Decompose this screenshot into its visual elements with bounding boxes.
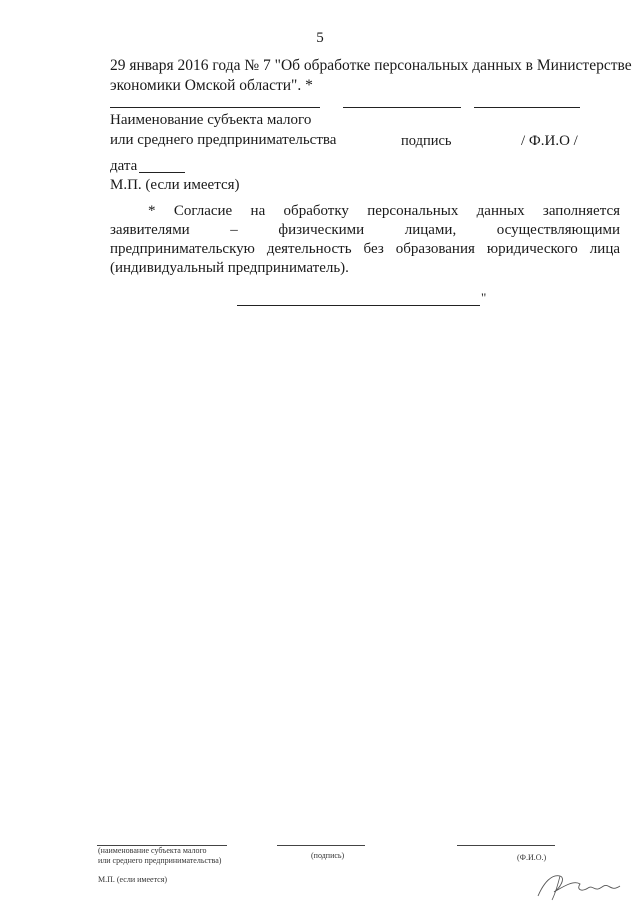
footer-stamp-label: М.П. (если имеется) [98,875,168,884]
closing-line [237,305,480,306]
closing-quote: " [481,290,487,305]
subject-name-line [110,107,320,108]
subject-label-line-1: Наименование субъекта малого [110,112,312,128]
date-label: дата [110,158,138,174]
note-line-2: заявителями – физическими лицами, осуществляющими [110,222,620,238]
footer-signature-line [277,845,365,846]
footer-fio-label: (Ф.И.О.) [517,853,547,862]
reference-line-1: 29 января 2016 года № 7 "Об обработке персональных данных в Министерстве [110,57,632,74]
note-line-1: * Согласие на обработку персональных данных заполняется [148,203,620,219]
subject-label-line-2: или среднего предпринимательства [110,132,337,148]
handwritten-signature [530,862,630,902]
signature-label: подпись [401,133,452,149]
reference-line-2: экономики Омской области". * [110,77,313,94]
note-line-4: (индивидуальный предприниматель). [110,260,349,276]
fio-label: / Ф.И.О / [521,133,578,149]
date-line [139,172,185,173]
fio-line [474,107,580,108]
signature-line [343,107,461,108]
note-line-3: предпринимательскую деятельность без образования юридического лица [110,241,620,257]
consent-note [110,202,620,278]
footer-subject-label-1: (наименование субъекта малого [98,846,207,855]
stamp-label: М.П. (если имеется) [110,177,240,193]
footer-signature-label: (подпись) [311,851,345,860]
footer-fio-line [457,845,555,846]
page-number: 5 [316,30,324,46]
footer-subject-label-2: или среднего предпринимательства) [98,856,222,865]
